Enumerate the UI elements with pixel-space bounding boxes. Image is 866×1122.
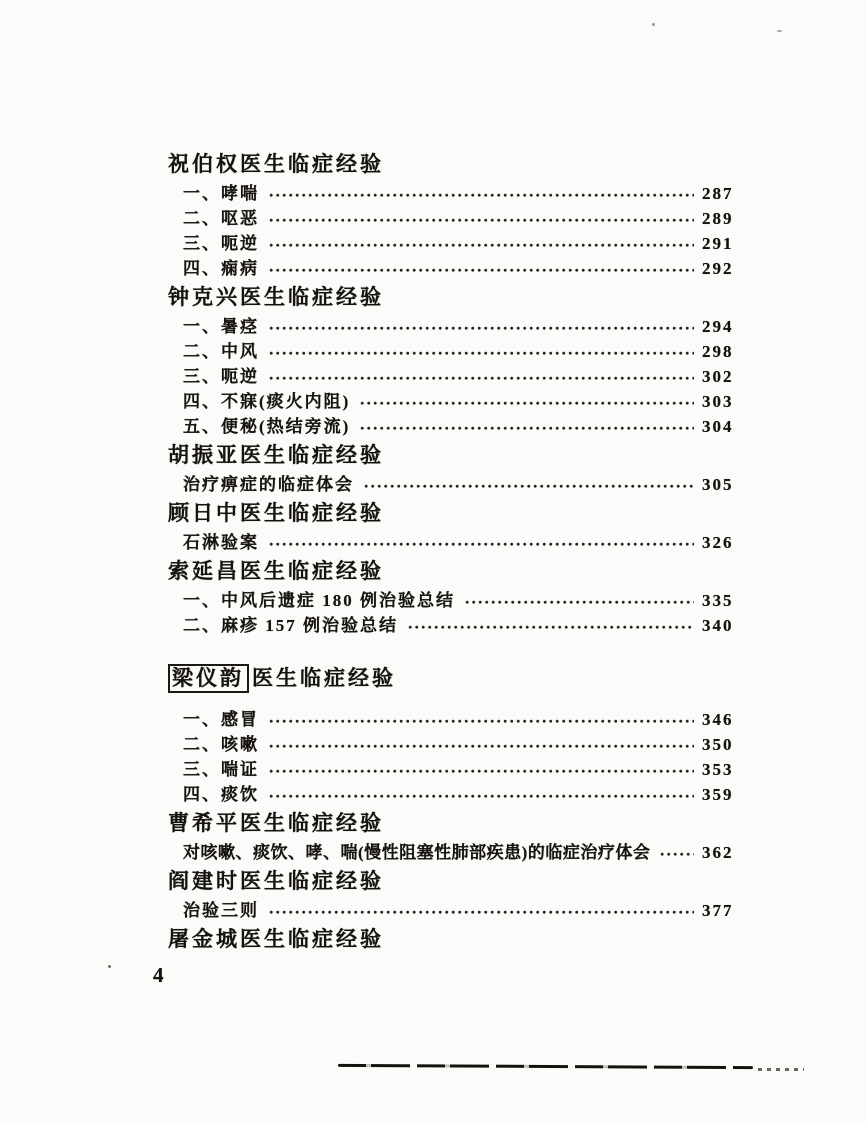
dotted-leader (269, 793, 694, 802)
dotted-leader (269, 768, 694, 777)
toc-entry-label: 三、呃逆 (183, 234, 259, 253)
toc-page-number: 302 (702, 367, 734, 386)
scan-speck (108, 965, 111, 968)
toc-entry-label: 一、暑痉 (183, 317, 259, 336)
toc-entry (168, 181, 742, 206)
dotted-leader (269, 375, 694, 384)
toc-entry (168, 840, 742, 865)
dotted-leader (269, 242, 694, 251)
toc-section-title: 钟克兴医生临症经验 (168, 285, 384, 309)
toc-page-number: 362 (702, 843, 734, 862)
toc-section-title: 祝伯权医生临症经验 (168, 152, 384, 176)
toc-section-title: 阎建时医生临症经验 (168, 869, 384, 893)
toc-entry (168, 364, 742, 389)
scan-artifact-line (338, 1064, 753, 1069)
toc-entry (168, 206, 742, 231)
dotted-leader (269, 718, 694, 727)
toc-entry (168, 472, 742, 497)
dotted-leader (269, 743, 694, 752)
toc-page-number: 298 (702, 342, 734, 361)
toc-section-title (168, 664, 742, 693)
toc-entry-label: 二、中风 (183, 342, 259, 361)
toc-entry-label: 四、不寐(痰火内阻) (183, 392, 351, 411)
scan-speck (777, 30, 782, 32)
toc-entry-label: 石淋验案 (183, 533, 259, 552)
toc-entry (168, 339, 742, 364)
toc-entry (168, 231, 742, 256)
toc-entry-label: 二、呕恶 (183, 209, 259, 228)
toc-content (168, 148, 742, 956)
toc-section-title: 屠金城医生临症经验 (168, 927, 384, 951)
toc-entry (168, 588, 742, 613)
toc-entry (168, 757, 742, 782)
toc-page-number: 289 (702, 209, 734, 228)
toc-page-number: 294 (702, 317, 734, 336)
toc-entry (168, 389, 742, 414)
dotted-leader (269, 909, 694, 918)
toc-section-title: 曹希平医生临症经验 (168, 811, 384, 835)
toc-page-number: 350 (702, 735, 734, 754)
toc-entry-label: 治验三则 (183, 901, 259, 920)
toc-entry-label: 二、麻疹 157 例治验总结 (183, 616, 398, 635)
toc-entry-label: 一、感冒 (183, 710, 259, 729)
toc-entry (168, 314, 742, 339)
toc-entry-label: 三、呃逆 (183, 367, 259, 386)
scan-speck (652, 23, 655, 26)
toc-section-zhongkexing (168, 284, 742, 439)
toc-entry (168, 782, 742, 807)
toc-page-number: 340 (702, 616, 734, 635)
scan-artifact-dashes (758, 1068, 804, 1071)
dotted-leader (465, 599, 694, 608)
toc-entry-label: 二、咳嗽 (183, 735, 259, 754)
toc-entry-label: 对咳嗽、痰饮、哮、喘(慢性阻塞性肺部疾患)的临症治疗体会 (183, 843, 651, 862)
dotted-leader (269, 325, 694, 334)
toc-entry-label: 四、痰饮 (183, 785, 259, 804)
dotted-leader (269, 541, 694, 550)
toc-page-number: 335 (702, 591, 734, 610)
toc-page-number: 359 (702, 785, 734, 804)
toc-page-number: 377 (702, 901, 734, 920)
toc-entry (168, 613, 742, 638)
toc-page-number: 292 (702, 259, 734, 278)
dotted-leader (360, 425, 694, 434)
toc-entry (168, 732, 742, 757)
toc-section-title: 顾日中医生临症经验 (168, 501, 384, 525)
toc-page-number: 353 (702, 760, 734, 779)
dotted-leader (269, 217, 694, 226)
dotted-leader (269, 350, 694, 359)
toc-page-number: 326 (702, 533, 734, 552)
toc-entry-label: 一、哮喘 (183, 184, 259, 203)
toc-section-suoyanchang (168, 558, 742, 638)
toc-entry (168, 256, 742, 281)
toc-page-number: 287 (702, 184, 734, 203)
dotted-leader (408, 624, 694, 633)
dotted-leader (660, 851, 694, 860)
toc-section-yanjianshi (168, 868, 742, 923)
toc-page-number: 305 (702, 475, 734, 494)
toc-entry-label: 四、痫病 (183, 259, 259, 278)
toc-section-liangyiyun (168, 664, 742, 807)
toc-section-caoxiping (168, 810, 742, 865)
toc-entry-label: 三、喘证 (183, 760, 259, 779)
toc-page-number: 291 (702, 234, 734, 253)
toc-section-title-rest: 医生临症经验 (252, 666, 396, 690)
page-number: 4 (153, 963, 164, 987)
toc-section-gurizhong (168, 500, 742, 555)
toc-section-tujincheng (168, 926, 742, 953)
dotted-leader (269, 192, 694, 201)
toc-entry (168, 414, 742, 439)
boxed-doctor-name: 梁仪韵 (168, 664, 249, 693)
dotted-leader (360, 400, 694, 409)
toc-section-title: 索延昌医生临症经验 (168, 559, 384, 583)
toc-entry (168, 898, 742, 923)
toc-entry-label: 一、中风后遗症 180 例治验总结 (183, 591, 455, 610)
toc-entry (168, 707, 742, 732)
toc-section-title: 胡振亚医生临症经验 (168, 443, 384, 467)
dotted-leader (269, 267, 694, 276)
dotted-leader (364, 483, 694, 492)
toc-entry-label: 治疗痹症的临症体会 (183, 475, 354, 494)
toc-section-huzhenya (168, 442, 742, 497)
toc-page-number: 304 (702, 417, 734, 436)
toc-page-number: 346 (702, 710, 734, 729)
toc-entry (168, 530, 742, 555)
toc-page-number: 303 (702, 392, 734, 411)
toc-section-zhuboquan (168, 151, 742, 281)
toc-entry-label: 五、便秘(热结旁流) (183, 417, 351, 436)
